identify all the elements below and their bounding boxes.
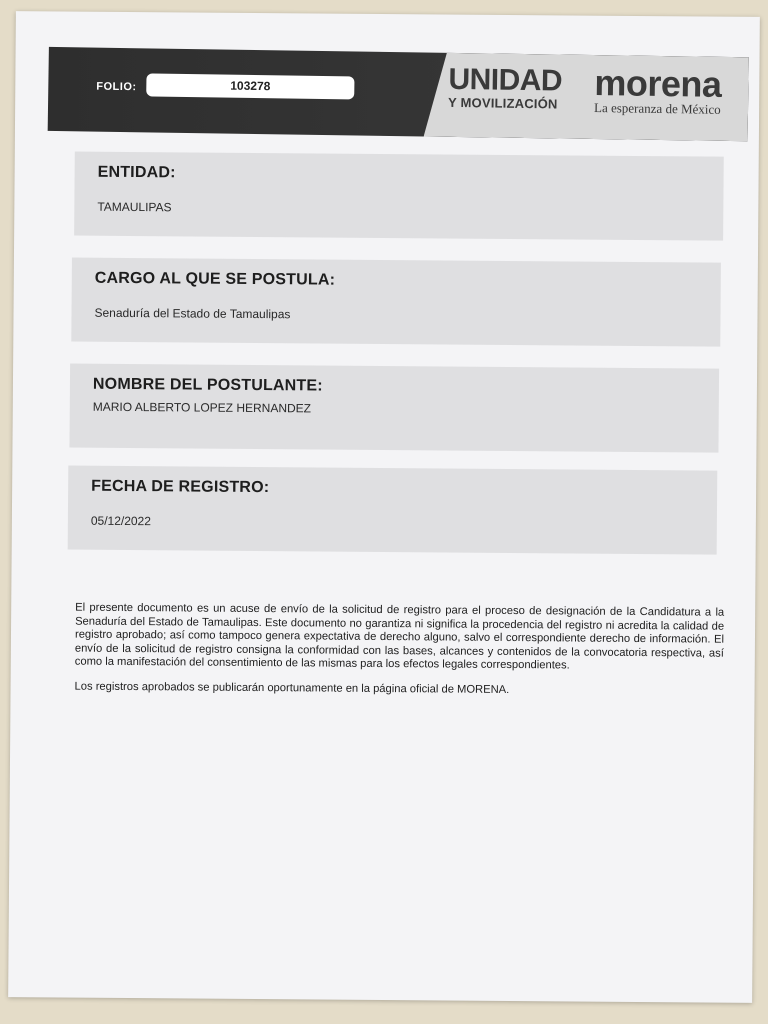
disclaimer-text xyxy=(74,602,724,710)
publication-note: Los registros aprobados se publicarán oportunamente en la página oficial de MORENA. xyxy=(74,680,510,696)
document-sheet xyxy=(8,11,760,1003)
section-value: Senaduría del Estado de Tamaulipas xyxy=(94,305,291,322)
disclaimer-paragraph: El presente documento es un acuse de envío de la solicitud de registro para el proceso de designación de la Candidatura a la Senaduría del Estado de Tamaulipas. Este documento no garantiza ni significa la procedencia del registro ni acredita la calidad de registro aprobado; así como tampoco genera expectativa de derecho alguno, salvo el correspondiente derecho de información. El envío de la solicitud de registro consigna la conformidad con las bases, alcances y contenidos de la convocatoria respectiva, así como la manifestación del consentimiento de las mismas para los efectos legales correspondientes. xyxy=(74,601,725,672)
unidad-movilizacion-logo xyxy=(448,62,563,112)
section-title: ENTIDAD: xyxy=(97,163,176,182)
folio-value: 103278 xyxy=(146,73,354,99)
section-value: MARIO ALBERTO LOPEZ HERNANDEZ xyxy=(92,399,312,416)
section-value: 05/12/2022 xyxy=(90,513,151,529)
section-title: CARGO AL QUE SE POSTULA: xyxy=(94,269,336,289)
logo-morena-tagline: La esperanza de México xyxy=(593,100,721,117)
section-entidad xyxy=(74,152,724,241)
section-title: FECHA DE REGISTRO: xyxy=(91,477,270,497)
section-fecha xyxy=(68,466,718,555)
section-cargo xyxy=(71,258,721,347)
logo-unidad-line1: UNIDAD xyxy=(448,62,563,98)
logo-unidad-line2: Y MOVILIZACIÓN xyxy=(448,94,558,112)
document-header xyxy=(48,47,749,141)
section-postulante xyxy=(69,364,719,453)
section-title: NOMBRE DEL POSTULANTE: xyxy=(92,375,323,395)
logo-morena-name: morena xyxy=(594,62,722,105)
morena-logo xyxy=(593,62,722,117)
folio-label: FOLIO: xyxy=(96,80,137,94)
section-value: TAMAULIPAS xyxy=(97,199,172,215)
